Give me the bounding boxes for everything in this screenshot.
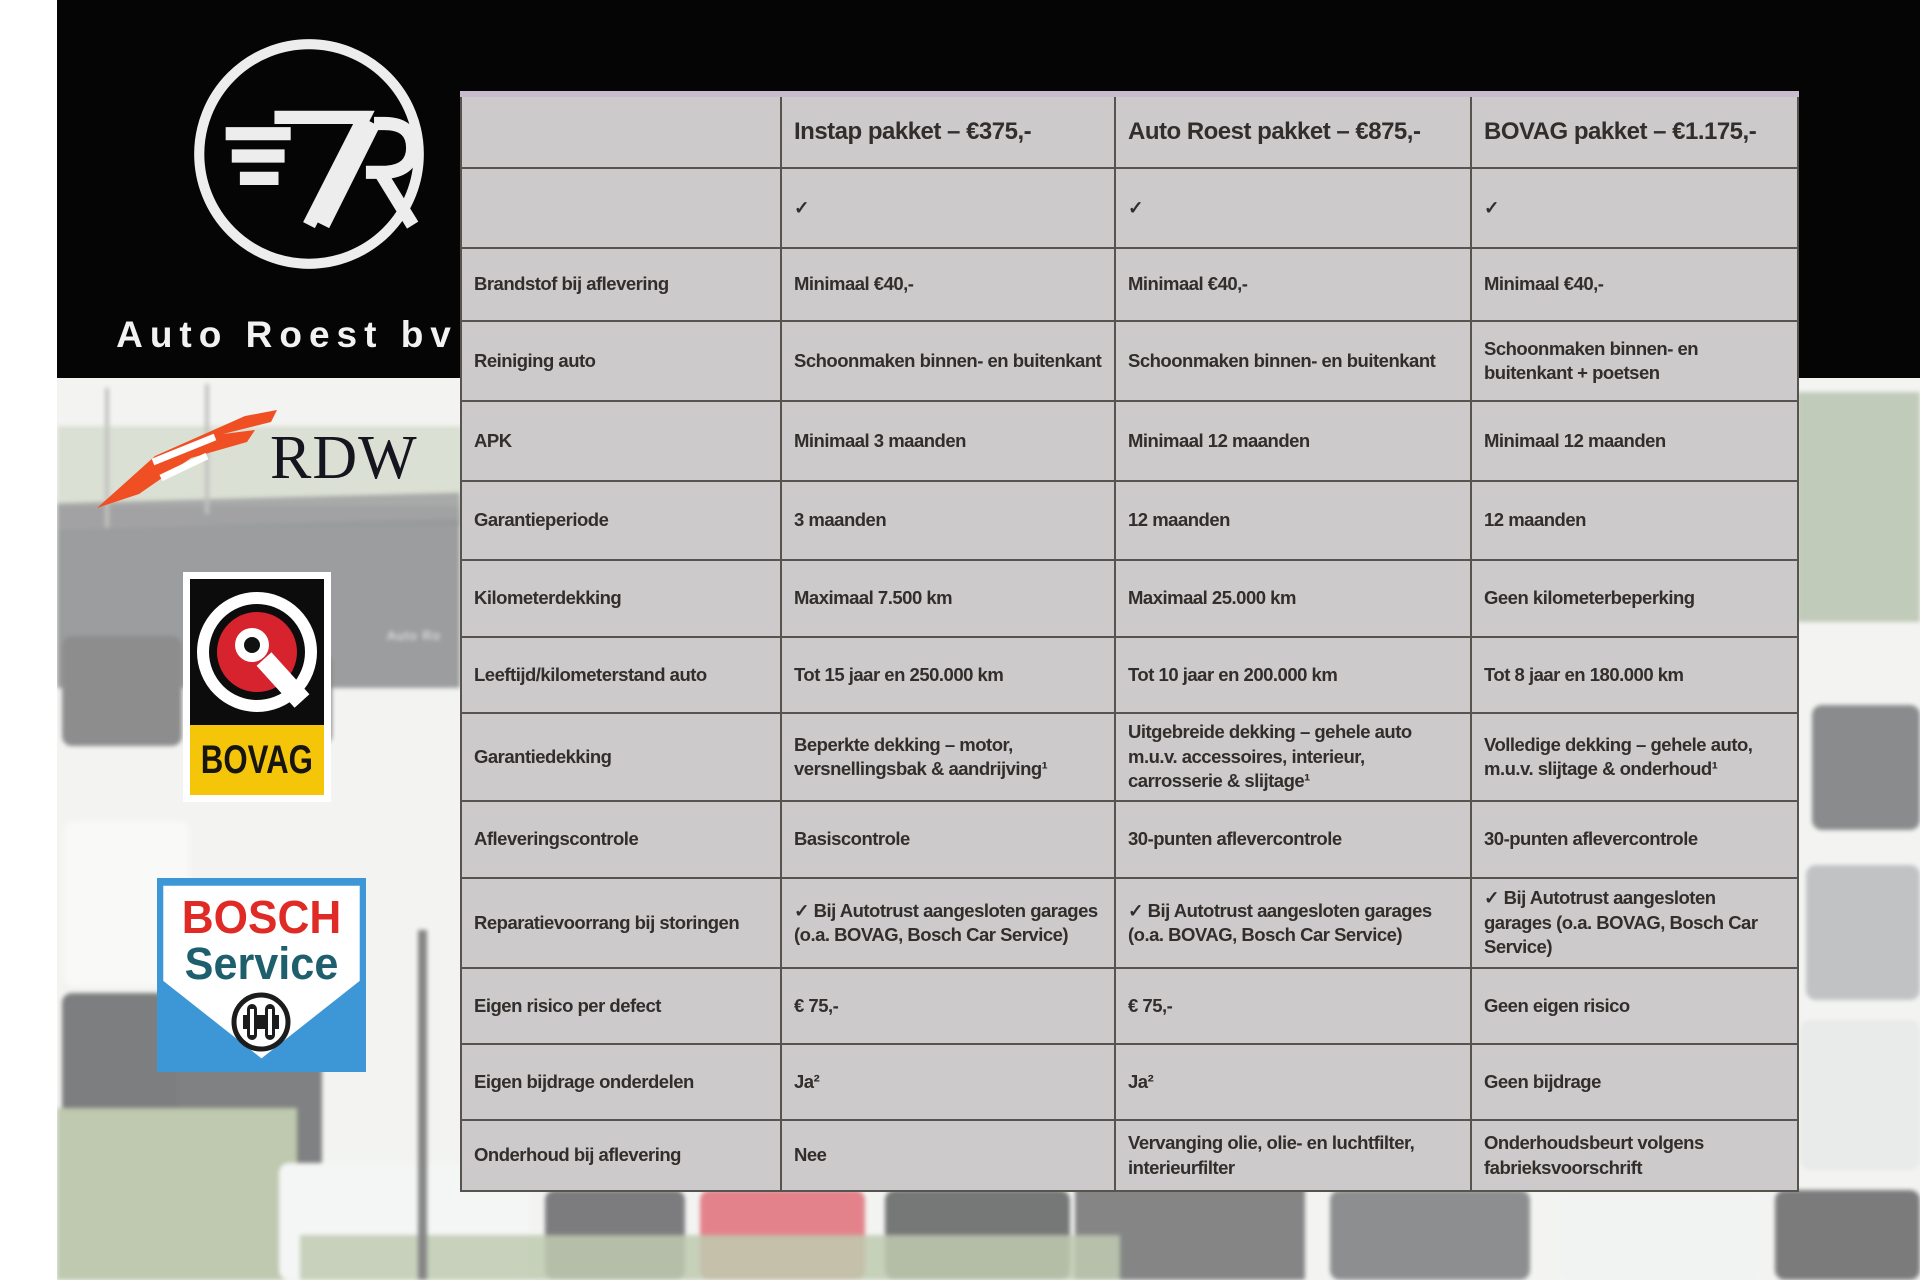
bovag-wordmark: BOVAG <box>200 737 314 782</box>
table-row <box>461 321 1798 401</box>
package-cell: Beperkte dekking – motor, versnellingsbak & aandrijving¹ <box>781 713 1115 801</box>
package-cell: Geen bijdrage <box>1471 1044 1798 1120</box>
table-row <box>461 713 1798 801</box>
package-cell: Maximaal 7.500 km <box>781 560 1115 637</box>
feature-label: Reiniging auto <box>461 321 781 401</box>
package-cell: ✓ <box>781 168 1115 248</box>
table-row <box>461 801 1798 878</box>
rdw-logo <box>95 408 425 518</box>
rdw-wordmark: RDW <box>270 424 418 492</box>
package-cell: 12 maanden <box>1471 481 1798 560</box>
table-row <box>461 1120 1798 1191</box>
package-cell: Volledige dekking – gehele auto, m.u.v. slijtage & onderhoud¹ <box>1471 713 1798 801</box>
table-row <box>461 168 1798 248</box>
feature-label: Brandstof bij aflevering <box>461 248 781 321</box>
table-row <box>461 968 1798 1044</box>
feature-label: Reparatievoorrang bij storingen <box>461 878 781 968</box>
rdw-swoosh-icon <box>95 408 280 513</box>
feature-label: Eigen bijdrage onderdelen <box>461 1044 781 1120</box>
package-column-header: BOVAG pakket – €1.175,- <box>1471 94 1798 168</box>
feature-label <box>461 168 781 248</box>
package-cell: ✓ <box>1115 168 1471 248</box>
table-row <box>461 560 1798 637</box>
package-cell: ✓ Bij Autotrust aangesloten garages (o.a. BOVAG, Bosch Car Service) <box>1115 878 1471 968</box>
header-row <box>461 94 1798 168</box>
package-cell: Minimaal €40,- <box>1471 248 1798 321</box>
packages-table-header <box>461 94 1798 168</box>
packages-table-body <box>461 168 1798 1191</box>
feature-label: APK <box>461 401 781 481</box>
package-cell: Minimaal 3 maanden <box>781 401 1115 481</box>
package-cell: Nee <box>781 1120 1115 1191</box>
package-cell: ✓ Bij Autotrust aangesloten garages (o.a. BOVAG, Bosch Car Service) <box>781 878 1115 968</box>
packages-table <box>460 91 1799 1192</box>
package-cell: ✓ Bij Autotrust aangesloten garages (o.a. BOVAG, Bosch Car Service) <box>1471 878 1798 968</box>
package-cell: Minimaal 12 maanden <box>1115 401 1471 481</box>
package-column-header: Auto Roest pakket – €875,- <box>1115 94 1471 168</box>
auto-roest-logo <box>57 0 504 378</box>
bosch-service-wordmark: Service <box>184 938 339 989</box>
feature-label: Garantiedekking <box>461 713 781 801</box>
package-cell: Geen kilometerbeperking <box>1471 560 1798 637</box>
feature-column-header <box>461 94 781 168</box>
package-cell: Geen eigen risico <box>1471 968 1798 1044</box>
table-row <box>461 637 1798 713</box>
package-cell: Schoonmaken binnen- en buitenkant + poetsen <box>1471 321 1798 401</box>
package-cell: Maximaal 25.000 km <box>1115 560 1471 637</box>
package-cell: Minimaal €40,- <box>781 248 1115 321</box>
package-cell: 30-punten aflevercontrole <box>1115 801 1471 878</box>
package-cell: € 75,- <box>1115 968 1471 1044</box>
package-cell: 30-punten aflevercontrole <box>1471 801 1798 878</box>
feature-label: Eigen risico per defect <box>461 968 781 1044</box>
bovag-logo <box>183 572 331 802</box>
package-cell: Ja² <box>1115 1044 1471 1120</box>
package-cell: Uitgebreide dekking – gehele auto m.u.v. accessoires, interieur, carrosserie & slijtage¹ <box>1115 713 1471 801</box>
auto-roest-monogram-icon <box>185 30 433 278</box>
company-name: Auto Roest bv <box>116 314 458 355</box>
package-cell: Schoonmaken binnen- en buitenkant <box>781 321 1115 401</box>
package-cell: Minimaal €40,- <box>1115 248 1471 321</box>
package-cell: ✓ <box>1471 168 1798 248</box>
package-cell: Schoonmaken binnen- en buitenkant <box>1115 321 1471 401</box>
table-row <box>461 878 1798 968</box>
bosch-wordmark: BOSCH <box>181 891 342 943</box>
package-cell: 12 maanden <box>1115 481 1471 560</box>
package-cell: Ja² <box>781 1044 1115 1120</box>
table-row <box>461 481 1798 560</box>
bosch-armature-icon <box>229 990 293 1054</box>
package-cell: Tot 15 jaar en 250.000 km <box>781 637 1115 713</box>
table-row <box>461 1044 1798 1120</box>
feature-label: Onderhoud bij aflevering <box>461 1120 781 1191</box>
package-cell: Onderhoudsbeurt volgens fabrieksvoorschrift <box>1471 1120 1798 1191</box>
feature-label: Leeftijd/kilometerstand auto <box>461 637 781 713</box>
feature-label: Kilometerdekking <box>461 560 781 637</box>
package-column-header: Instap pakket – €375,- <box>781 94 1115 168</box>
package-cell: Tot 10 jaar en 200.000 km <box>1115 637 1471 713</box>
package-cell: Tot 8 jaar en 180.000 km <box>1471 637 1798 713</box>
package-cell: Basiscontrole <box>781 801 1115 878</box>
package-cell: Vervanging olie, olie- en luchtfilter, interieurfilter <box>1115 1120 1471 1191</box>
feature-label: Garantieperiode <box>461 481 781 560</box>
photo-building-sign: Auto Ro <box>387 628 441 643</box>
table-row <box>461 401 1798 481</box>
bosch-service-logo <box>157 878 366 1072</box>
bovag-wordmark-band <box>190 725 324 795</box>
bovag-camera-icon <box>190 579 324 725</box>
feature-label: Afleveringscontrole <box>461 801 781 878</box>
table-row <box>461 248 1798 321</box>
package-cell: € 75,- <box>781 968 1115 1044</box>
package-cell: Minimaal 12 maanden <box>1471 401 1798 481</box>
package-cell: 3 maanden <box>781 481 1115 560</box>
